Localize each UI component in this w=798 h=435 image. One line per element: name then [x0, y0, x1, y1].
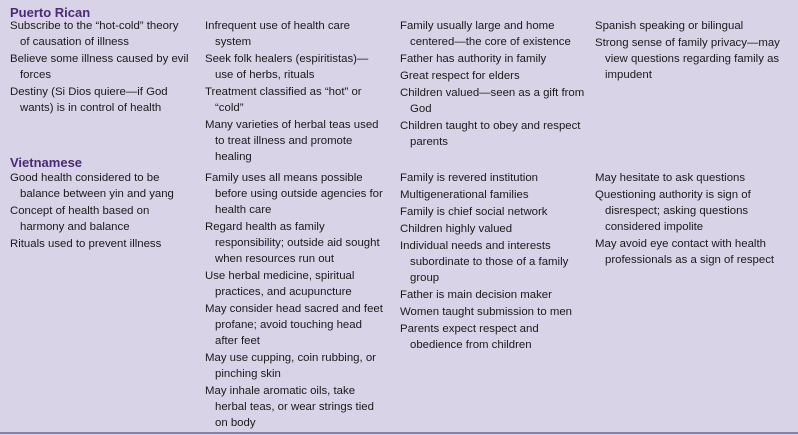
vietnamese-col-family [400, 170, 585, 354]
list-item: Good health considered to be balance between yin and yang [10, 172, 174, 200]
puerto-rican-col-family [400, 18, 585, 151]
list-item: Children valued—seen as a gift from God [400, 87, 585, 115]
list-item: Infrequent use of health care system [205, 20, 351, 48]
list-item: Multigenerational families [400, 189, 529, 201]
section-title-puerto-rican: Puerto Rican [10, 5, 91, 20]
list-item: May inhale aromatic oils, take herbal teas, or wear strings tied on body [205, 385, 374, 429]
vietnamese-col-health-practices [205, 170, 385, 432]
list-item: Children taught to obey and respect parents [400, 120, 581, 148]
list-item: Subscribe to the “hot-cold” theory of causation of illness [10, 20, 179, 48]
puerto-rican-col-health-practices [205, 18, 385, 166]
vietnamese-col-health-beliefs [10, 170, 190, 253]
list-item: May hesitate to ask questions [595, 172, 746, 184]
list-item: Spanish speaking or bilingual [595, 20, 744, 32]
list-item: Rituals used to prevent illness [10, 238, 162, 250]
list-item: Women taught submission to men [400, 306, 572, 318]
list-item: Family usually large and home centered—the core of existence [400, 20, 571, 48]
list-item: Parents expect respect and obedience from children [400, 323, 539, 351]
list-item: Believe some illness caused by evil forces [10, 53, 189, 81]
list-item: Great respect for elders [400, 70, 520, 82]
list-item: Use herbal medicine, spiritual practices, and acupuncture [205, 270, 355, 298]
list-item: Questioning authority is sign of disrespect; asking questions considered impolite [595, 189, 751, 233]
list-item: May use cupping, coin rubbing, or pinching skin [205, 352, 376, 380]
list-item: May consider head sacred and feet profane; avoid touching head after feet [205, 303, 383, 347]
list-item: Family uses all means possible before using outside agencies for health care [205, 172, 383, 216]
puerto-rican-col-health-beliefs [10, 18, 190, 117]
list-item: Treatment classified as “hot” or “cold” [205, 86, 362, 114]
list-item: Family is revered institution [400, 172, 539, 184]
list-item: Children highly valued [400, 223, 513, 235]
list-item: Individual needs and interests subordinate to those of a family group [400, 240, 569, 284]
list-item: Family is chief social network [400, 206, 548, 218]
section-title-vietnamese: Vietnamese [10, 155, 83, 170]
list-item: Father has authority in family [400, 53, 547, 65]
bottom-divider [0, 432, 798, 434]
list-item: Many varieties of herbal teas used to treat illness and promote healing [205, 119, 379, 163]
list-item: Strong sense of family privacy—may view questions regarding family as impudent [595, 37, 780, 81]
vietnamese-col-communication [595, 170, 785, 269]
list-item: May avoid eye contact with health professionals as a sign of respect [595, 238, 775, 266]
list-item: Father is main decision maker [400, 289, 552, 301]
list-item: Seek folk healers (espiritistas)—use of herbs, rituals [205, 53, 369, 81]
list-item: Destiny (Si Dios quiere—if God wants) is in control of health [10, 86, 168, 114]
list-item: Regard health as family responsibility; outside aid sought when resources run out [205, 221, 380, 265]
list-item: Concept of health based on harmony and balance [10, 205, 150, 233]
puerto-rican-col-communication [595, 18, 785, 84]
